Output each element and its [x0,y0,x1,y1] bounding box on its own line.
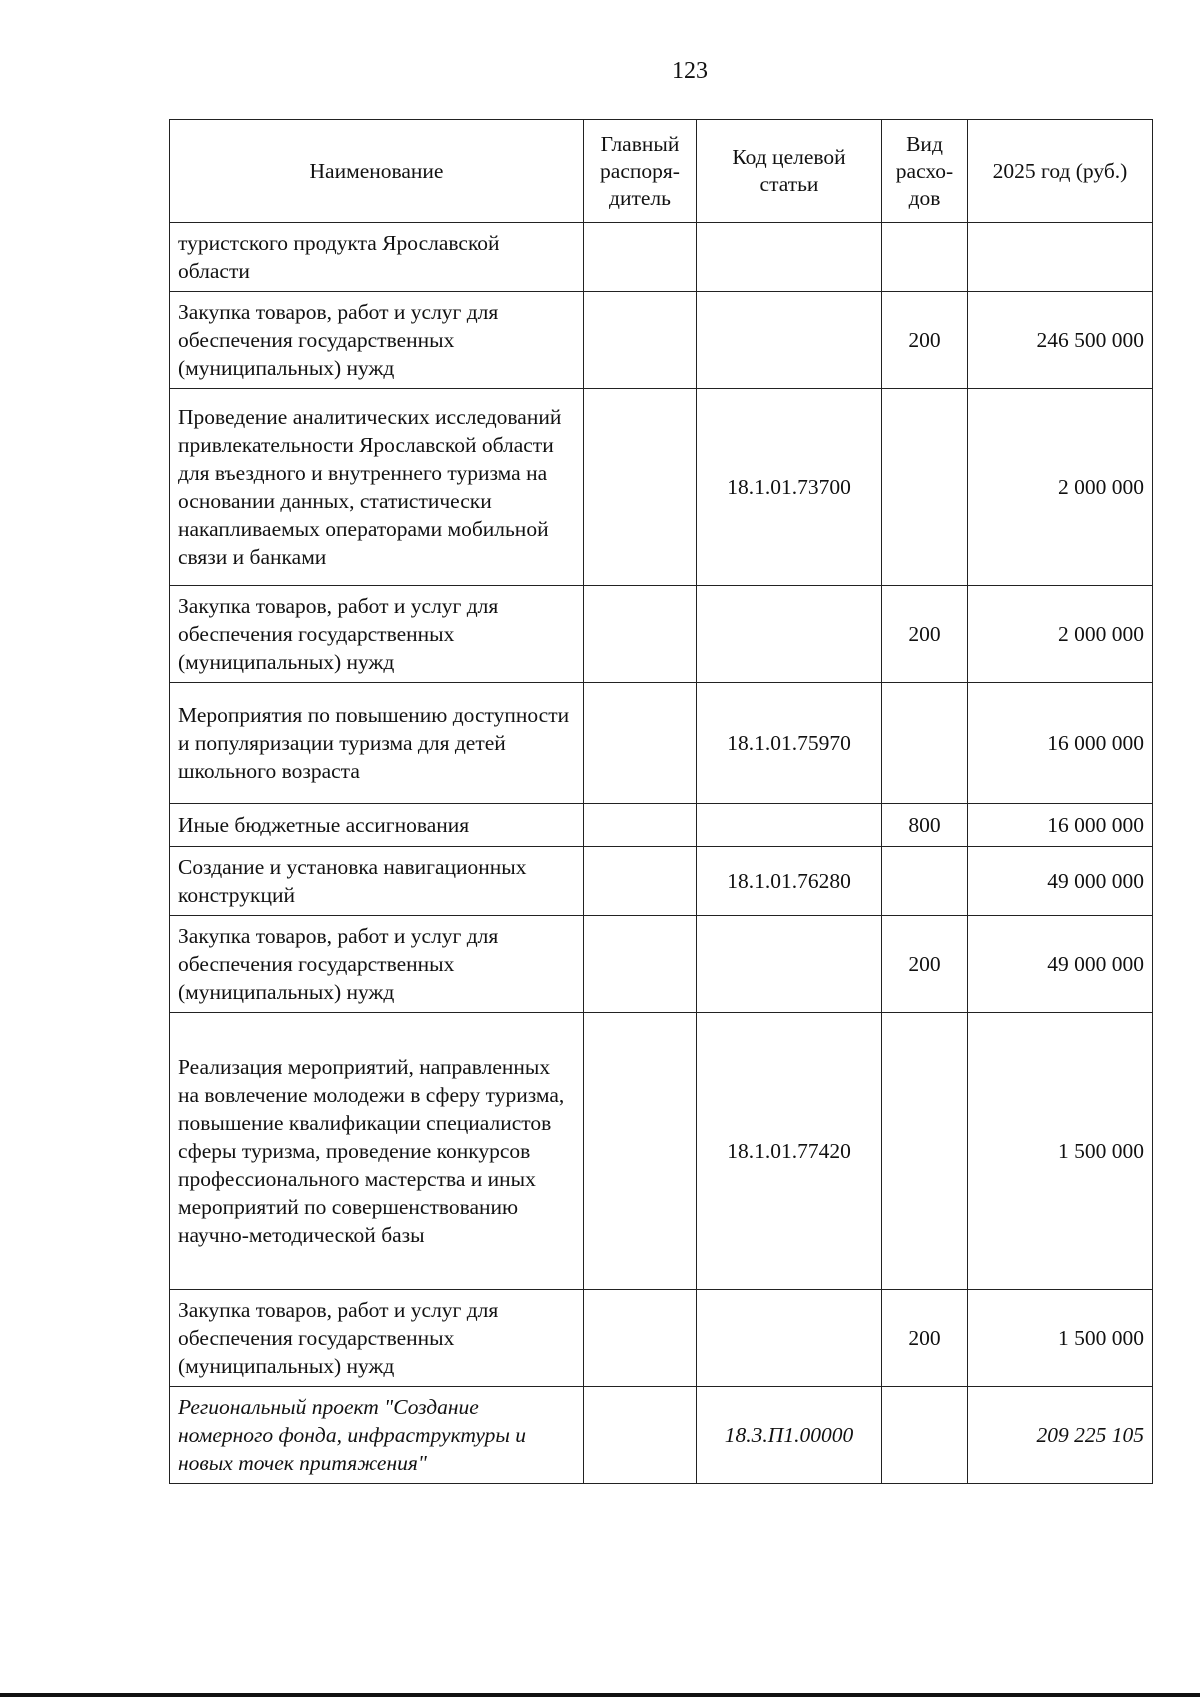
cell-amount: 49 000 000 [968,847,1153,916]
cell-amount [968,223,1153,292]
cell-amount: 209 225 105 [968,1387,1153,1484]
cell-name: Иные бюджетные ассигнования [170,804,584,847]
cell-amount: 1 500 000 [968,1290,1153,1387]
cell-name: Мероприятия по повышению доступности и популяризации туризма для детей школьного возраста [170,683,584,804]
header-type: Вид расхо-дов [882,120,968,223]
header-name: Наименование [170,120,584,223]
cell-name: Реализация мероприятий, направленных на вовлечение молодежи в сферу туризма, повышение квалификации специалистов сферы туризма, проведение конкурсов профессионального мастерства и иных мероприятий по совершенствованию научно-методической базы [170,1013,584,1290]
cell-code [697,586,882,683]
table-row [170,916,1153,1013]
cell-name: туристского продукта Ярославской области [170,223,584,292]
table-row [170,1013,1153,1290]
bottom-rule [0,1693,1200,1697]
cell-manager [584,683,697,804]
cell-type [882,847,968,916]
header-code: Код целевой статьи [697,120,882,223]
table-header-row [170,120,1153,223]
cell-name: Закупка товаров, работ и услуг для обеспечения государственных (муниципальных) нужд [170,1290,584,1387]
cell-manager [584,804,697,847]
cell-type [882,389,968,586]
cell-code: 18.1.01.76280 [697,847,882,916]
cell-amount: 2 000 000 [968,389,1153,586]
cell-manager [584,292,697,389]
cell-type: 200 [882,916,968,1013]
cell-amount: 16 000 000 [968,804,1153,847]
cell-name: Закупка товаров, работ и услуг для обеспечения государственных (муниципальных) нужд [170,916,584,1013]
cell-amount: 16 000 000 [968,683,1153,804]
cell-manager [584,1387,697,1484]
cell-type [882,223,968,292]
header-amount: 2025 год (руб.) [968,120,1153,223]
table-row [170,389,1153,586]
cell-amount: 246 500 000 [968,292,1153,389]
cell-code [697,804,882,847]
cell-type [882,1387,968,1484]
cell-manager [584,223,697,292]
cell-code [697,916,882,1013]
cell-type [882,1013,968,1290]
cell-name: Закупка товаров, работ и услуг для обеспечения государственных (муниципальных) нужд [170,586,584,683]
table-row [170,586,1153,683]
cell-amount: 49 000 000 [968,916,1153,1013]
cell-name: Закупка товаров, работ и услуг для обеспечения государственных (муниципальных) нужд [170,292,584,389]
cell-name: Региональный проект "Создание номерного фонда, инфраструктуры и новых точек притяжения" [170,1387,584,1484]
table-row [170,1387,1153,1484]
table-row [170,683,1153,804]
table-row [170,804,1153,847]
budget-table [169,119,1153,1484]
cell-code [697,292,882,389]
cell-code: 18.1.01.77420 [697,1013,882,1290]
cell-type: 200 [882,292,968,389]
table-row [170,1290,1153,1387]
cell-amount: 1 500 000 [968,1013,1153,1290]
cell-code [697,1290,882,1387]
cell-manager [584,389,697,586]
header-manager: Главный распоря-дитель [584,120,697,223]
cell-manager [584,916,697,1013]
cell-name: Проведение аналитических исследований привлекательности Ярославской области для въездного и внутреннего туризма на основании данных, статистически накапливаемых операторами мобильной связи и банками [170,389,584,586]
cell-code: 18.3.П1.00000 [697,1387,882,1484]
cell-type [882,683,968,804]
table-body [170,223,1153,1484]
cell-code: 18.1.01.75970 [697,683,882,804]
cell-code: 18.1.01.73700 [697,389,882,586]
cell-manager [584,847,697,916]
table-row [170,223,1153,292]
cell-manager [584,586,697,683]
cell-amount: 2 000 000 [968,586,1153,683]
table-row [170,847,1153,916]
page-number: 123 [672,58,708,84]
cell-type: 200 [882,1290,968,1387]
cell-code [697,223,882,292]
cell-name: Создание и установка навигационных конструкций [170,847,584,916]
cell-type: 800 [882,804,968,847]
cell-manager [584,1290,697,1387]
table-row [170,292,1153,389]
cell-type: 200 [882,586,968,683]
cell-manager [584,1013,697,1290]
